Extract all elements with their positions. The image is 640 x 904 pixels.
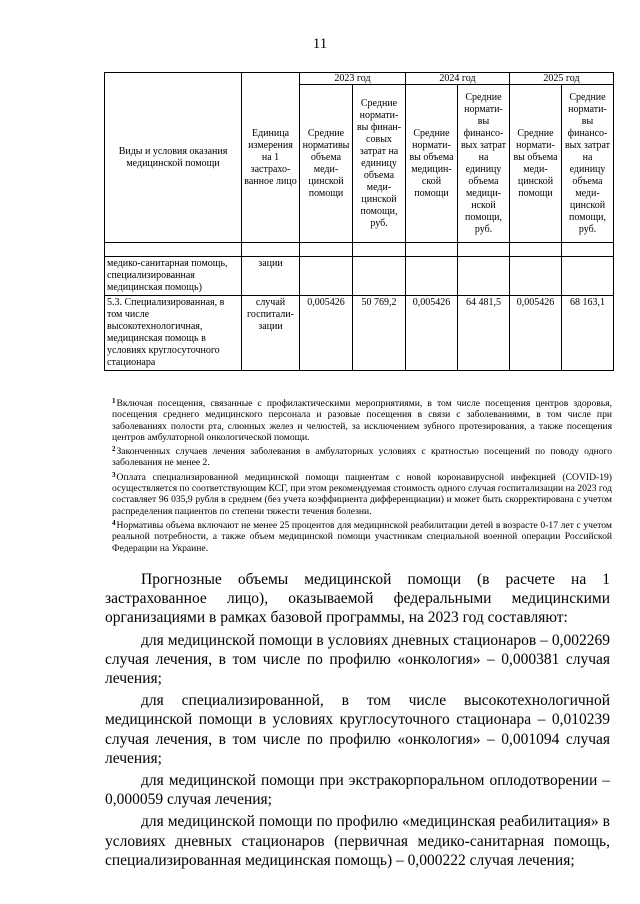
header-year-2024: 2024 год bbox=[406, 73, 510, 85]
footnote-mark: 1 bbox=[112, 397, 116, 405]
footnote-mark: 2 bbox=[112, 445, 116, 454]
cell-value: 0,005426 bbox=[510, 296, 562, 371]
subheader-volume-2025: Средние нормати-вы объема меди-цинской помощи bbox=[510, 85, 562, 243]
header-year-2025: 2025 год bbox=[510, 73, 614, 85]
footnote bbox=[112, 396, 612, 443]
cell-value: 64 481,5 bbox=[458, 296, 510, 371]
cell-value: 50 769,2 bbox=[353, 296, 406, 371]
footnote-mark: 4 bbox=[112, 518, 116, 527]
paragraph: для медицинской помощи в условиях дневных стационаров – 0,002269 случая лечения, в том числе по профилю «онкология» – 0,000381 случая лечения; bbox=[105, 631, 610, 688]
cell-value bbox=[406, 257, 458, 296]
paragraph: Прогнозные объемы медицинской помощи (в расчете на 1 застрахованное лицо), оказываемой федеральными медицинскими организациями в рамках базовой программы, на 2023 год составляют: bbox=[105, 571, 610, 627]
normatives-table bbox=[104, 72, 614, 371]
cell-value bbox=[510, 257, 562, 296]
footnote bbox=[112, 444, 612, 469]
footnote bbox=[112, 470, 612, 517]
footnote-mark: 3 bbox=[112, 470, 116, 479]
cell-value bbox=[353, 257, 406, 296]
subheader-volume-2024: Средние нормати-вы объема медицин-ской помощи bbox=[406, 85, 458, 243]
header-year-2023: 2023 год bbox=[300, 73, 406, 85]
cell-value bbox=[458, 257, 510, 296]
footnote bbox=[112, 518, 612, 554]
subheader-cost-2025: Средние нормати-вы финансо-вых затрат на единицу объема меди-цинской помощи, руб. bbox=[562, 85, 614, 243]
table-spacer-row bbox=[105, 243, 614, 257]
cell-value: 68 163,1 bbox=[562, 296, 614, 371]
row-type: 5.3. Специализированная, в том числе высокотехнологичная, медицинская помощь в условиях круглосуточного стационара bbox=[105, 296, 242, 371]
cell-value: 0,005426 bbox=[300, 296, 353, 371]
row-type: медико-санитарная помощь, специализированная медицинская помощь) bbox=[105, 257, 242, 296]
table-row bbox=[105, 296, 614, 371]
cell-value bbox=[562, 257, 614, 296]
header-unit: Единица измерения на 1 застрахо-ванное лицо bbox=[242, 73, 300, 243]
page-number: 11 bbox=[312, 36, 328, 52]
header-type: Виды и условия оказания медицинской помощи bbox=[105, 73, 242, 243]
footnotes bbox=[112, 396, 612, 555]
footnote-text: Нормативы объема включают не менее 25 процентов для медицинской реабилитации детей в возрасте 0-17 лет с учетом реальной потребности, а также объем медицинской помощи участникам специальной военной операции Российской Федерации на Украине. bbox=[112, 519, 612, 554]
paragraph: для медицинской помощи по профилю «медицинская реабилитация» в условиях дневных стационаров (первичная медико-санитарная помощь, специализированная медицинская помощь) – 0,000222 случая лечения; bbox=[105, 813, 610, 869]
row-unit: случай госпитали-зации bbox=[242, 296, 300, 371]
footnote-text: Оплата специализированной медицинской помощи пациентам с новой коронавирусной инфекцией (COVID-19) осуществляется по соответствующим КСГ, при этом рекомендуемая стоимость одного случая госпитализации на 2023 год составляет 96 035,9 рубля в среднем (без учета коэффициента дифференциации) и может быть скорректирована с учетом распределения пациентов по степени тяжести течения болезни. bbox=[112, 471, 612, 517]
body-text bbox=[105, 570, 610, 873]
footnote-text: Законченных случаев лечения заболевания в амбулаторных условиях с кратностью посещений по поводу одного заболевания не менее 2. bbox=[112, 446, 612, 469]
paragraph: для специализированной, в том числе высокотехнологичной медицинской помощи в условиях круглосуточного стационара – 0,010239 случая лечения, в том числе по профилю «онкология» – 0,001094 случая лечения; bbox=[105, 692, 610, 767]
subheader-cost-2023: Средние нормати-вы финан-совых затрат на единицу объема меди-цинской помощи, руб. bbox=[353, 85, 406, 243]
footnote-text: Включая посещения, связанные с профилактическими мероприятиями, в том числе посещения центров здоровья, посещения среднего медицинского персонала и разовые посещения в связи с заболеваниями, в том числе при заболеваниях полости рта, слюнных желез и челюстей, за исключением зубного протезирования, а также посещения центров амбулаторной онкологической помощи. bbox=[112, 398, 612, 443]
row-unit: зации bbox=[242, 257, 300, 296]
paragraph: для медицинской помощи при экстракорпоральном оплодотворении – 0,000059 случая лечения; bbox=[105, 772, 610, 809]
table-row bbox=[105, 257, 614, 296]
subheader-cost-2024: Средние нормати-вы финансо-вых затрат на единицу объема медици-нской помощи, руб. bbox=[458, 85, 510, 243]
cell-value bbox=[300, 257, 353, 296]
cell-value: 0,005426 bbox=[406, 296, 458, 371]
subheader-volume-2023: Средние нормативы объема меди-цинской помощи bbox=[300, 85, 353, 243]
